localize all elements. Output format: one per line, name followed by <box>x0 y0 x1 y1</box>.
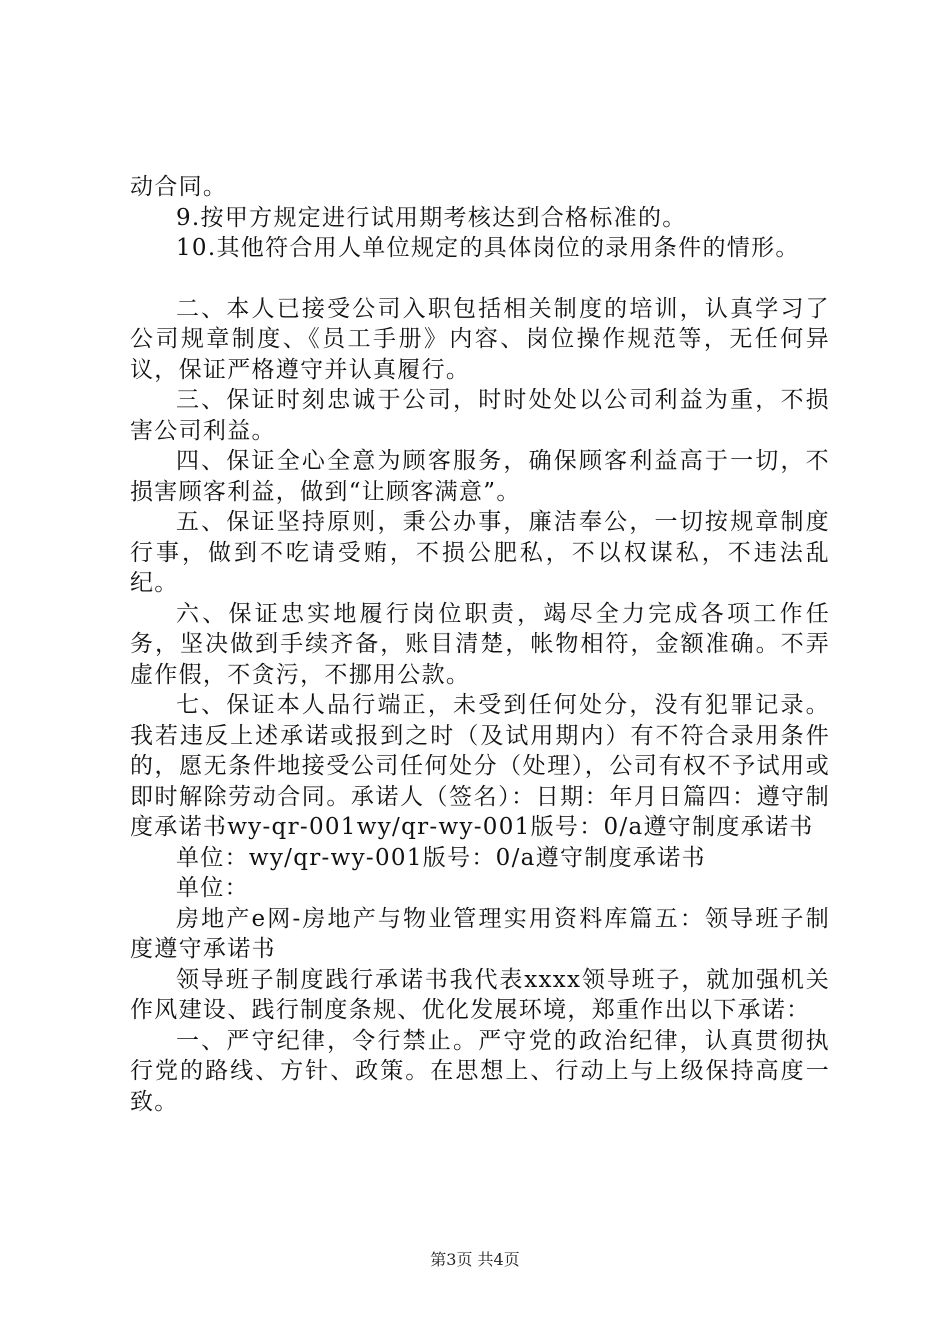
paragraph: 单位：wy/qr-wy-001版号：0/a遵守制度承诺书 <box>176 844 706 871</box>
paragraph: 五、保证坚持原则，秉公办事，廉洁奉公，一切按规章制度行事，做到不吃请受贿，不损公肥私，不以权谋私，不违法乱纪。 <box>130 509 830 596</box>
paragraph: 领导班子制度践行承诺书我代表xxxx领导班子，就加强机关作风建设、践行制度条规、优化发展环境，郑重作出以下承诺： <box>130 966 830 1023</box>
paragraph: 动合同。 <box>130 174 228 200</box>
page-number: 第3页 共4页 <box>430 1250 520 1269</box>
paragraph: 单位： <box>176 875 249 901</box>
paragraph: 9.按甲方规定进行试用期考核达到合格标准的。 <box>176 204 687 231</box>
paragraph: 四、保证全心全意为顾客服务，确保顾客利益高于一切，不损害顾客利益，做到“让顾客满意”。 <box>130 448 830 505</box>
paragraph: 二、本人已接受公司入职包括相关制度的培训，认真学习了公司规章制度、《员工手册》内容、岗位操作规范等，无任何异议，保证严格遵守并认真履行。 <box>130 295 830 383</box>
paragraph: 七、保证本人品行端正，未受到任何处分，没有犯罪记录。我若违反上述承诺或报到之时（及试用期内）有不符合录用条件的，愿无条件地接受公司任何处分（处理），公司有权不予试用或即时解除劳动合同。承诺人（签名）：日期：年月日篇四：遵守制度承诺书wy-qr-001wy/qr-wy-001版号：0/a遵守制度承诺书 <box>130 692 830 840</box>
document-body <box>130 172 830 1117</box>
paragraph: 10.其他符合用人单位规定的具体岗位的录用条件的情形。 <box>176 235 800 261</box>
paragraph: 一、严守纪律，令行禁止。严守党的政治纪律，认真贯彻执行党的路线、方针、政策。在思想上、行动上与上级保持高度一致。 <box>130 1027 830 1115</box>
paragraph: 三、保证时刻忠诚于公司，时时处处以公司利益为重，不损害公司利益。 <box>130 387 830 444</box>
paragraph: 房地产e网-房地产与物业管理实用资料库篇五：领导班子制度遵守承诺书 <box>130 905 830 962</box>
paragraph: 六、保证忠实地履行岗位职责，竭尽全力完成各项工作任务，坚决做到手续齐备，账目清楚，帐物相符，金额准确。不弄虚作假，不贪污，不挪用公款。 <box>130 600 830 688</box>
